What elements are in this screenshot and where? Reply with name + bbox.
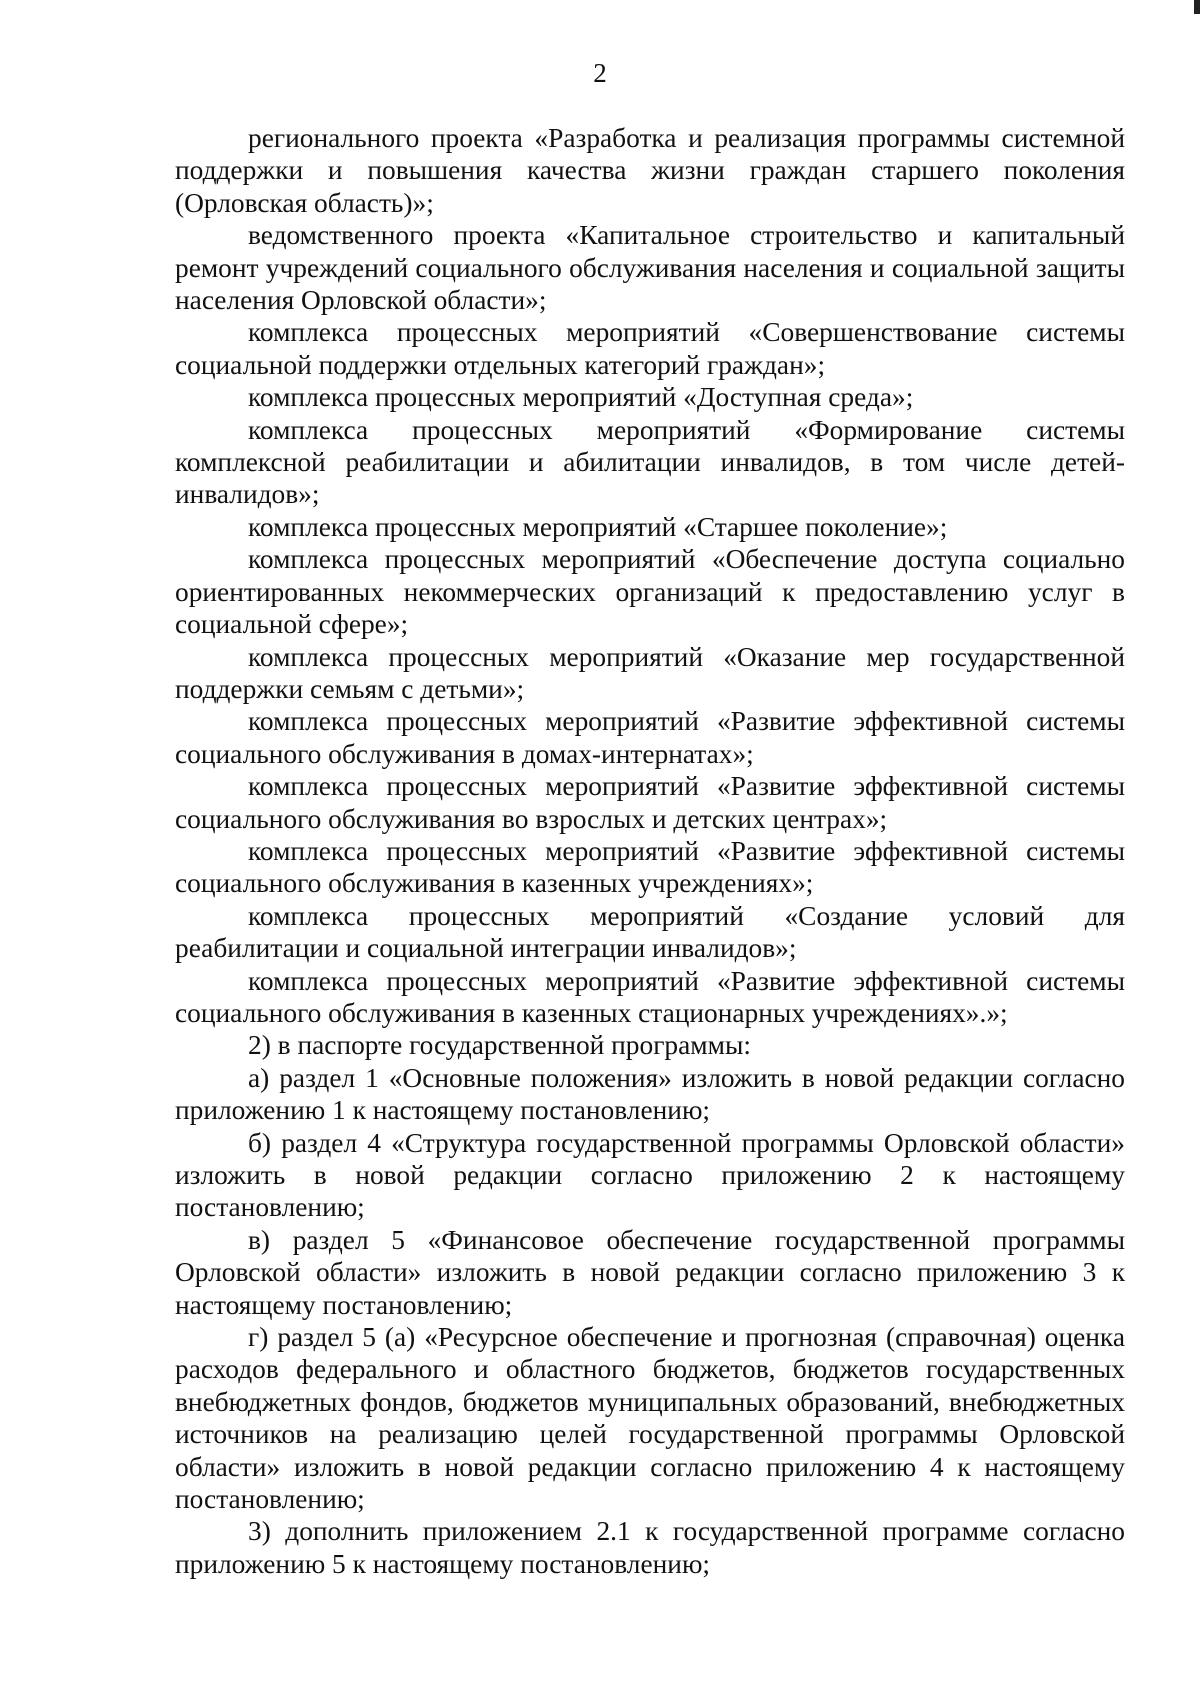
- paragraph-boarding-homes: комплекса процессных мероприятий «Развитие эффективной системы социального обслуживания в домах-интернатах»;: [175, 706, 1125, 769]
- paragraph-older-generation: комплекса процессных мероприятий «Старшее поколение»;: [248, 511, 948, 542]
- paragraph-item-3: 3) дополнить приложением 2.1 к государственной программе согласно приложению 5 к настоящему постановлению;: [175, 1516, 1125, 1579]
- paragraph-family-support: комплекса процессных мероприятий «Оказание мер государственной поддержки семьям с детьми»;: [175, 641, 1125, 704]
- page-number: 2: [593, 58, 607, 88]
- scan-edge-mark: [1194, 0, 1200, 14]
- document-body: [175, 122, 1125, 1580]
- paragraph-accessible-environment: комплекса процессных мероприятий «Доступная среда»;: [248, 382, 914, 413]
- paragraph-item-2a: а) раздел 1 «Основные положения» изложить в новой редакции согласно приложению 1 к настоящему постановлению;: [175, 1062, 1125, 1126]
- paragraph-regional-project: регионального проекта «Разработка и реализация программы системной поддержки и повышения качества жизни граждан старшего поколения (Орловская область)»;: [175, 123, 1125, 218]
- paragraph-disability-integration: комплекса процессных мероприятий «Создание условий для реабилитации и социальной интеграции инвалидов»;: [175, 900, 1125, 964]
- paragraph-adult-children-centers: комплекса процессных мероприятий «Развитие эффективной системы социального обслуживания во взрослых и детских центрах»;: [175, 771, 1125, 834]
- paragraph-item-2b: б) раздел 4 «Структура государственной программы Орловской области» изложить в новой редакции согласно приложению 2 к настоящему постановлению;: [175, 1127, 1125, 1223]
- paragraph-inpatient-institutions: комплекса процессных мероприятий «Развитие эффективной системы социального обслуживания в казенных стационарных учреждениях».»;: [175, 965, 1125, 1028]
- paragraph-item-2: 2) в паспорте государственной программы:: [248, 1030, 751, 1061]
- paragraph-social-support: комплекса процессных мероприятий «Совершенствование системы социальной поддержки отдельных категорий граждан»;: [175, 317, 1125, 380]
- paragraph-item-2v: в) раздел 5 «Финансовое обеспечение государственной программы Орловской области» изложить в новой редакции согласно приложению 3 к настоящему постановлению;: [175, 1224, 1125, 1320]
- paragraph-state-institutions: комплекса процессных мероприятий «Развитие эффективной системы социального обслуживания в казенных учреждениях»;: [175, 835, 1125, 899]
- paragraph-nonprofit-access: комплекса процессных мероприятий «Обеспечение доступа социально ориентированных некоммерческих организаций к предоставлению услуг в социальной сфере»;: [175, 544, 1125, 640]
- paragraph-rehabilitation-system: комплекса процессных мероприятий «Формирование системы комплексной реабилитации и абилитации инвалидов, в том числе детей-инвалидов»;: [175, 414, 1125, 510]
- paragraph-item-2g: г) раздел 5 (а) «Ресурсное обеспечение и прогнозная (справочная) оценка расходов федерального и областного бюджетов, бюджетов государственных внебюджетных фондов, бюджетов муниципальных образований, внебюджетных источников на реализацию целей государственной программы Орловской области» изложить в новой редакции согласно приложению 4 к настоящему постановлению;: [175, 1322, 1125, 1515]
- paragraph-departmental-project: ведомственного проекта «Капитальное строительство и капитальный ремонт учреждений социального обслуживания населения и социальной защиты населения Орловской области»;: [175, 220, 1125, 316]
